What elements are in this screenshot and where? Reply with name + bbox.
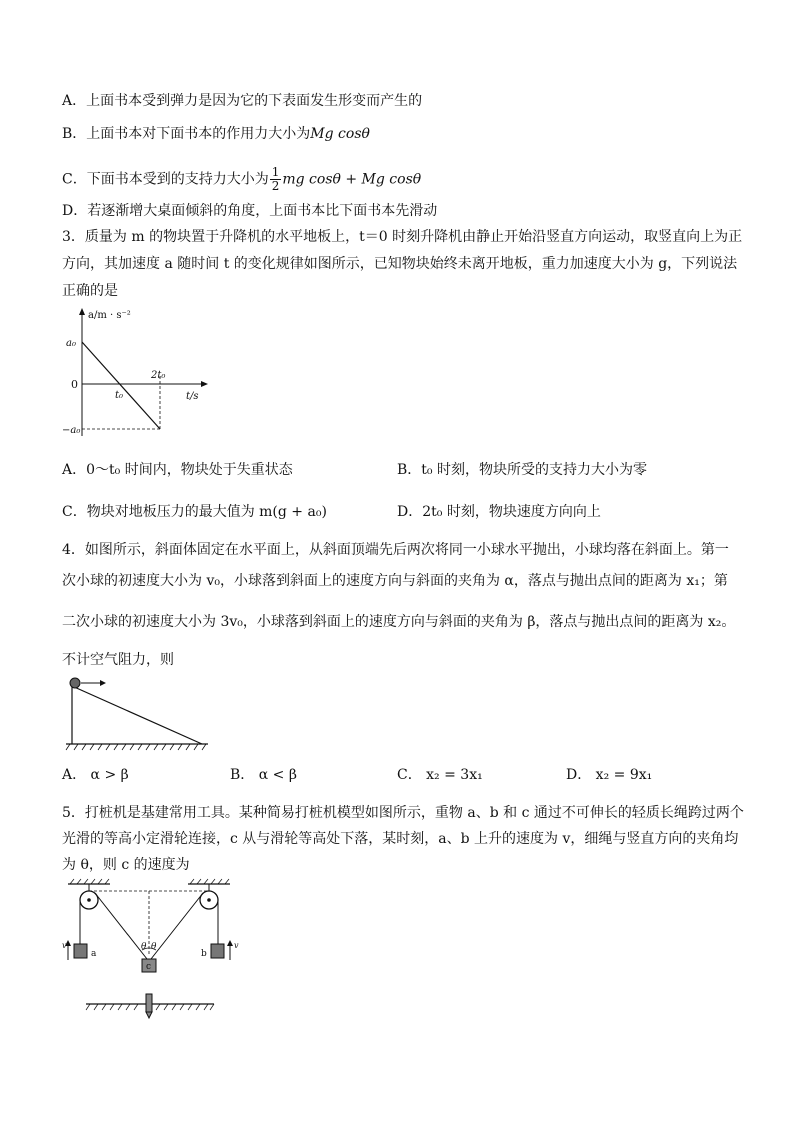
q4-stem-line2: 次小球的初速度大小为 v₀，小球落到斜面上的速度方向与斜面的夹角为 α，落点与抛出点间的距离为 x₁；第 [62,573,728,589]
q2-option-c-fraction [270,166,282,193]
q3-acceleration-graph [62,306,212,446]
theta-right-label: θ [151,942,157,952]
fraction-numerator: 1 [271,165,280,179]
q5-stem-line1: 5．打桩机是基建常用工具。某种简易打桩机模型如图所示，重物 a、b 和 c 通过不可伸长的轻质长绳跨过两个 [62,805,744,821]
incline-slope [72,686,202,744]
q4-option-a: A． α > β [62,767,129,783]
q2-option-d: D．若逐渐增大桌面倾斜的角度，上面书本比下面书本先滑动 [62,203,438,219]
t0-label: t₀ [115,390,124,401]
a0-label: a₀ [66,338,76,349]
x-axis-arrow [201,381,208,387]
weight-a [74,944,87,958]
fraction-denominator: 2 [271,179,280,193]
ceiling-left-hatch [70,879,109,884]
q4-option-b: B． α < β [230,767,297,783]
q5-stem-line2: 光滑的等高小定滑轮连接，c 从与滑轮等高处下落，某时刻，a、b 上升的速度为 v，细绳与竖直方向的夹角均 [62,831,739,847]
q5-stem-line3: 为 θ，则 c 的速度为 [62,857,190,873]
q4-option-d: D． x₂ = 9x₁ [566,767,653,783]
q5-pile-driver-figure [62,876,242,1026]
q4-stem-line3: 二次小球的初速度大小为 3v₀，小球落到斜面上的速度方向与斜面的夹角为 β，落点与抛出点间的距离为 x₂。 [62,614,736,630]
weight-a-label: a [91,949,97,959]
q4-incline-figure [62,674,212,754]
acceleration-line [82,342,160,429]
left-pulley-hub [87,898,91,902]
ceiling-right-hatch [190,879,229,884]
rope-right-to-c [151,893,203,959]
q2-option-c [62,166,421,193]
q3-stem-line2: 方向，其加速度 a 随时间 t 的变化规律如图所示，已知物块始终未离开地板，重力加速度大小为 g，下列说法 [62,256,738,272]
ground-hatch [66,744,206,750]
velocity-b-arrow-head [227,940,233,946]
right-pulley-hub [207,898,211,902]
x-axis-label: t/s [186,391,199,402]
pile [146,994,152,1012]
neg-a0-label: −a₀ [62,425,81,436]
origin-label: 0 [71,378,78,391]
velocity-a-label: v [62,941,67,950]
rope-left-to-c [95,893,147,959]
q2-option-c-text: C．下面书本受到的支持力大小为 [62,171,269,188]
weight-b [211,944,224,958]
y-axis-label: a/m · s⁻² [88,310,131,321]
q3-option-a: A．0～t₀ 时间内，物块处于失重状态 [62,462,293,478]
q3-stem-line3: 正确的是 [62,283,118,299]
weight-c-label: c [146,962,152,972]
pile-tip [146,1012,152,1018]
q3-option-b: B．t₀ 时刻，物块所受的支持力大小为零 [397,462,647,478]
q3-stem-line1: 3．质量为 m 的物块置于升降机的水平地板上，t＝0 时刻升降机由静止开始沿竖直方向运动，取竖直向上为正 [62,229,743,245]
q4-stem-line4: 不计空气阻力，则 [62,652,174,668]
two-t0-label: 2t₀ [151,370,166,381]
weight-b-label: b [201,949,207,959]
velocity-arrow-head [100,680,106,686]
q3-option-c: C．物块对地板压力的最大值为 m(g + a₀) [62,504,327,520]
q2-option-b-math: Mg cosθ [310,126,370,142]
q4-stem-line1: 4．如图所示，斜面体固定在水平面上，从斜面顶端先后两次将同一小球水平抛出，小球均落在斜面上。第一 [62,542,729,558]
q2-option-a: A．上面书本受到弹力是因为它的下表面发生形变而产生的 [62,93,423,109]
q2-option-b [62,124,370,144]
q4-option-c: C． x₂ = 3x₁ [397,767,483,783]
q3-option-d: D．2t₀ 时刻，物块速度方向向上 [397,504,601,520]
theta-left-label: θ [141,942,147,952]
ball [70,678,80,688]
q2-option-c-math: mg cosθ + Mg cosθ [282,171,422,188]
y-axis-arrow [79,308,85,315]
q2-option-b-text: B．上面书本对下面书本的作用力大小为 [62,126,311,142]
velocity-b-label: v [234,941,239,950]
